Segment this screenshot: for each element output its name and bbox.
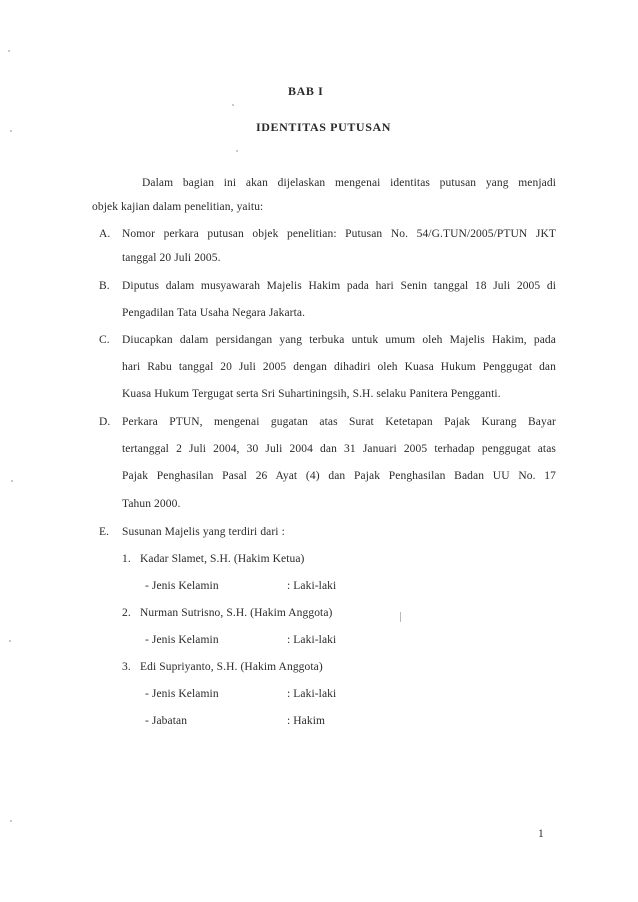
item-b-line: Diputus dalam musyawarah Majelis Hakim pada hari Senin tanggal 18 Juli 2005 di bbox=[122, 280, 556, 292]
item-a-line: tanggal 20 Juli 2005. bbox=[122, 252, 221, 264]
item-a-line: Nomor perkara putusan objek penelitian: Putusan No. 54/G.TUN/2005/PTUN JKT bbox=[122, 228, 556, 240]
item-e-line: Susunan Majelis yang terdiri dari : bbox=[122, 526, 285, 538]
scan-speck bbox=[400, 612, 401, 622]
item-d-line: Pajak Penghasilan Pasal 26 Ayat (4) dan Pajak Penghasilan Badan UU No. 17 bbox=[122, 470, 556, 482]
judge-name: Kadar Slamet, S.H. (Hakim Ketua) bbox=[140, 553, 305, 565]
judge-attr-label: - Jenis Kelamin bbox=[145, 634, 219, 646]
judge-attr-value: : Laki-laki bbox=[287, 580, 337, 592]
judge-number: 2. bbox=[122, 607, 131, 619]
judge-attr-label: - Jenis Kelamin bbox=[145, 580, 219, 592]
judge-number: 3. bbox=[122, 661, 131, 673]
judge-attr-value: : Laki-laki bbox=[287, 688, 337, 700]
item-letter: C. bbox=[99, 334, 110, 346]
scan-speck bbox=[11, 480, 13, 482]
item-letter: D. bbox=[99, 416, 111, 428]
item-letter: B. bbox=[99, 280, 110, 292]
item-c-line: Kuasa Hukum Tergugat serta Sri Suhartiningsih, S.H. selaku Panitera Pengganti. bbox=[122, 388, 501, 400]
item-d-line: tertanggal 2 Juli 2004, 30 Juli 2004 dan 31 Januari 2005 terhadap penggugat atas bbox=[122, 443, 556, 455]
scan-speck bbox=[10, 820, 12, 822]
item-d-line: Tahun 2000. bbox=[122, 498, 181, 510]
chapter-title: BAB I bbox=[288, 84, 324, 98]
scan-speck bbox=[8, 50, 10, 52]
scan-speck bbox=[236, 150, 238, 152]
judge-attr-label: - Jabatan bbox=[145, 715, 188, 727]
intro-line: Dalam bagian ini akan dijelaskan mengenai identitas putusan yang menjadi bbox=[142, 177, 556, 189]
intro-line: objek kajian dalam penelitian, yaitu: bbox=[92, 201, 264, 213]
section-title: IDENTITAS PUTUSAN bbox=[256, 120, 392, 134]
judge-attr-value: : Hakim bbox=[287, 715, 326, 727]
item-d-line: Perkara PTUN, mengenai gugatan atas Surat Ketetapan Pajak Kurang Bayar bbox=[122, 416, 556, 428]
page-number: 1 bbox=[538, 828, 544, 840]
scan-speck bbox=[9, 640, 11, 642]
judge-number: 1. bbox=[122, 553, 131, 565]
item-c-line: hari Rabu tanggal 20 Juli 2005 dengan dihadiri oleh Kuasa Hukum Penggugat dan bbox=[122, 361, 556, 373]
judge-attr-value: : Laki-laki bbox=[287, 634, 337, 646]
item-c-line: Diucapkan dalam persidangan yang terbuka untuk umum oleh Majelis Hakim, pada bbox=[122, 334, 556, 346]
scan-speck bbox=[10, 130, 12, 132]
judge-name: Edi Supriyanto, S.H. (Hakim Anggota) bbox=[140, 661, 323, 673]
judge-attr-label: - Jenis Kelamin bbox=[145, 688, 219, 700]
scan-speck bbox=[232, 104, 234, 106]
item-letter: A. bbox=[99, 228, 111, 240]
item-letter: E. bbox=[99, 526, 110, 538]
judge-name: Nurman Sutrisno, S.H. (Hakim Anggota) bbox=[140, 607, 333, 619]
item-b-line: Pengadilan Tata Usaha Negara Jakarta. bbox=[122, 307, 306, 319]
